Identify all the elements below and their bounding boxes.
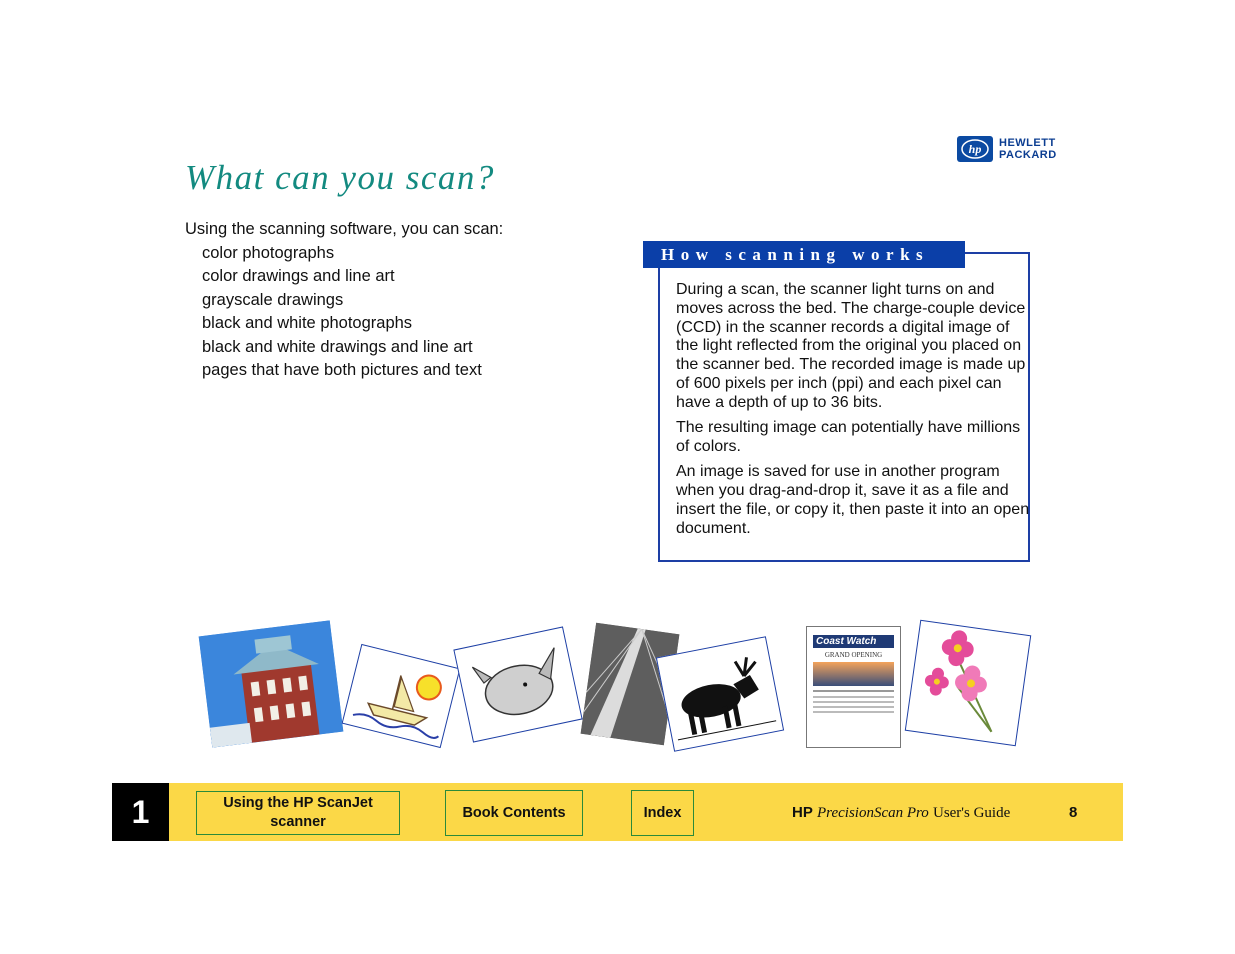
- logo-line1: HEWLETT: [999, 137, 1056, 149]
- guide-product: PrecisionScan Pro: [817, 805, 929, 821]
- grayscale-drawing-sample: [453, 626, 582, 742]
- flower-photo-sample: [905, 620, 1031, 746]
- bw-photo-sample: [581, 623, 680, 746]
- list-item: black and white drawings and line art: [202, 337, 473, 356]
- bw-line-art-sample: [656, 636, 784, 752]
- intro-section: [185, 218, 503, 383]
- sidebar-paragraph: The resulting image can potentially have millions of colors.: [676, 419, 1021, 455]
- newsletter-subtitle: GRAND OPENING: [824, 651, 883, 659]
- sidebar-paragraph: An image is saved for use in another program when you drag-and-drop it, save it as a file and insert the file, or copy it, then paste it into an open document.: [676, 463, 1030, 537]
- page-title: What can you scan?: [185, 158, 495, 197]
- chapter-link-button[interactable]: Using the HP ScanJet scanner: [196, 791, 400, 835]
- list-item: color drawings and line art: [202, 267, 395, 285]
- list-item: pages that have both pictures and text: [202, 361, 482, 379]
- list-item: black and white photographs: [202, 314, 413, 332]
- logo-line2: PACKARD: [999, 149, 1057, 161]
- text-and-pictures-sample: [806, 626, 901, 748]
- how-scanning-works-text: [676, 281, 1030, 545]
- guide-brand: HP: [792, 804, 813, 821]
- color-photo-sample: [199, 620, 344, 747]
- svg-text:hp: hp: [968, 142, 982, 156]
- book-contents-button[interactable]: Book Contents: [445, 790, 583, 836]
- guide-title: [792, 804, 1010, 822]
- hp-logo: [957, 136, 1057, 162]
- sidebar-paragraph: During a scan, the scanner light turns on and moves across the bed. The charge-couple device (CCD) in the scanner records a digital image of the light reflected from the original you placed on the scanner bed. The recorded image is made up of 600 pixels per inch (ppi) and each pixel can have a depth of up to 36 bits.: [676, 281, 1026, 411]
- how-scanning-works-heading: How scanning works: [643, 241, 965, 268]
- list-item: grayscale drawings: [202, 290, 344, 309]
- newsletter-masthead: Coast Watch: [813, 635, 894, 648]
- chapter-number: 1: [112, 783, 169, 841]
- color-drawing-sample: [342, 644, 461, 748]
- scan-types-list: [185, 242, 503, 383]
- newsletter-photo: [813, 662, 894, 686]
- list-item: color photographs: [202, 243, 335, 262]
- guide-name: User's Guide: [932, 805, 1011, 821]
- page-number: 8: [1069, 804, 1078, 821]
- hp-logo-mark: [957, 136, 993, 162]
- intro-lead: Using the scanning software, you can scan:: [185, 220, 504, 238]
- index-button[interactable]: Index: [631, 790, 694, 836]
